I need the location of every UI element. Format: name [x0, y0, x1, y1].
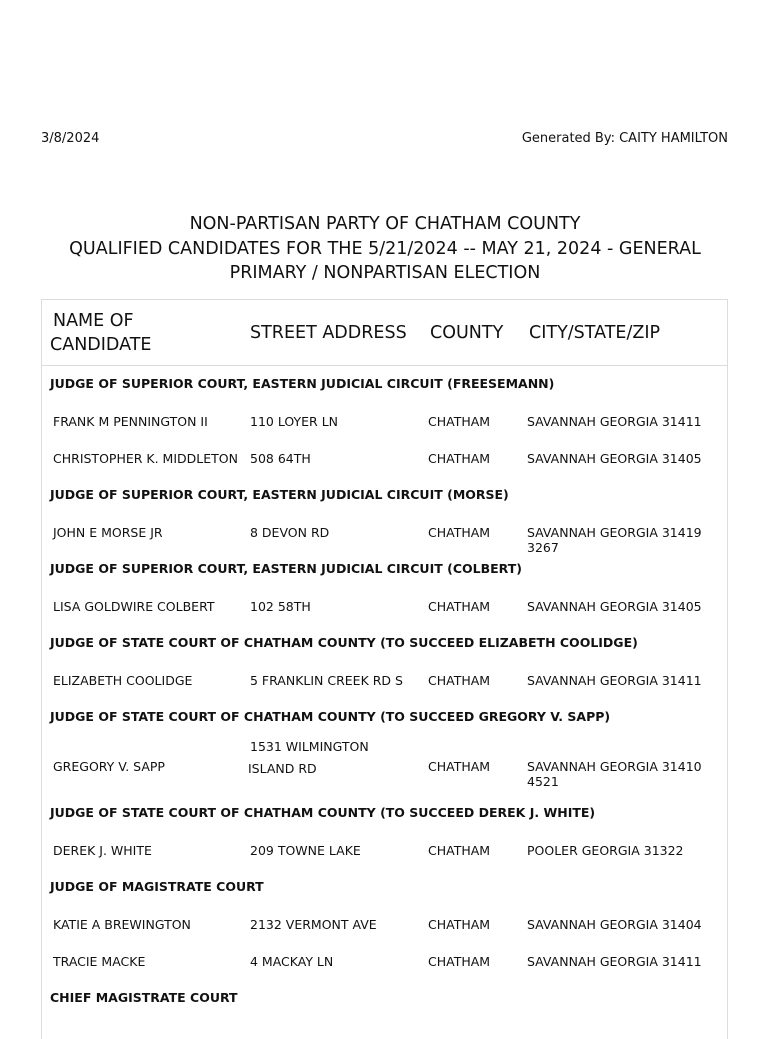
table-header: [42, 300, 727, 366]
section-title: JUDGE OF SUPERIOR COURT, EASTERN JUDICIAL CIRCUIT (COLBERT): [50, 561, 522, 576]
title-line: NON-PARTISAN PARTY OF CHATHAM COUNTY: [189, 214, 581, 234]
candidate-city: SAVANNAH GEORGIA 31404: [527, 917, 702, 932]
candidate-city: SAVANNAH GEORGIA 31411: [527, 954, 702, 969]
candidate-county: CHATHAM: [428, 954, 491, 969]
title-line: QUALIFIED CANDIDATES FOR THE 5/21/2024 -- MAY 21, 2024 - GENERAL: [69, 238, 701, 259]
candidate-name: JOHN E MORSE JR: [53, 525, 163, 540]
section-heading: [42, 795, 727, 832]
candidate-address: 8 DEVON RD: [250, 525, 330, 540]
section-title: JUDGE OF SUPERIOR COURT, EASTERN JUDICIAL CIRCUIT (FREESEMANN): [50, 376, 555, 391]
candidate-county: CHATHAM: [428, 599, 491, 614]
candidate-county: CHATHAM: [428, 759, 491, 774]
candidate-address: 209 TOWNE LAKE: [250, 843, 361, 858]
candidate-name: GREGORY V. SAPP: [53, 759, 165, 774]
candidate-city: SAVANNAH GEORGIA 31419 3267: [527, 525, 702, 555]
column-header-name-line1: NAME OF: [53, 310, 134, 331]
section-heading: [42, 625, 727, 662]
candidate-address: 1531 WILMINGTON ISLAND RD: [248, 739, 369, 776]
candidate-name: DEREK J. WHITE: [53, 843, 152, 858]
candidate-county: CHATHAM: [428, 451, 491, 466]
section-heading: [42, 366, 727, 403]
candidate-address: 102 58TH: [250, 599, 311, 614]
column-header-address: STREET ADDRESS: [250, 322, 407, 343]
section-title: JUDGE OF STATE COURT OF CHATHAM COUNTY (TO SUCCEED ELIZABETH COOLIDGE): [50, 635, 638, 650]
candidate-county: CHATHAM: [428, 414, 491, 429]
table-row: [42, 514, 727, 555]
section-heading: [42, 477, 727, 514]
candidate-address: 110 LOYER LN: [250, 414, 339, 429]
candidate-name: CHRISTOPHER K. MIDDLETON: [53, 451, 238, 466]
candidate-county: CHATHAM: [428, 917, 491, 932]
candidate-address: 5 FRANKLIN CREEK RD S: [250, 673, 403, 688]
section-heading: [42, 699, 727, 736]
candidate-city: POOLER GEORGIA 31322: [527, 843, 684, 858]
section-title: JUDGE OF MAGISTRATE COURT: [50, 879, 264, 894]
candidate-city: SAVANNAH GEORGIA 31411: [527, 414, 702, 429]
candidate-address: 2132 VERMONT AVE: [250, 917, 377, 932]
table-row: [42, 403, 727, 440]
table-row: [42, 906, 727, 943]
generated-by: Generated By: CAITY HAMILTON: [521, 131, 728, 146]
column-header-name-line2: CANDIDATE: [50, 334, 152, 355]
report-date: 3/8/2024: [41, 131, 100, 146]
candidate-name: ELIZABETH COOLIDGE: [53, 673, 193, 688]
section-title: JUDGE OF STATE COURT OF CHATHAM COUNTY (TO SUCCEED DEREK J. WHITE): [50, 805, 596, 820]
section-heading: [42, 869, 727, 906]
candidate-city: SAVANNAH GEORGIA 31405: [527, 451, 702, 466]
table-row: [42, 588, 727, 625]
table-row: [42, 662, 727, 699]
section-title: JUDGE OF SUPERIOR COURT, EASTERN JUDICIAL CIRCUIT (MORSE): [50, 487, 509, 502]
candidate-city: SAVANNAH GEORGIA 31405: [527, 599, 702, 614]
column-header-name: [50, 309, 151, 357]
column-header-city: CITY/STATE/ZIP: [529, 322, 661, 343]
candidates-table: [41, 299, 728, 1039]
candidate-county: CHATHAM: [428, 843, 491, 858]
candidate-address: 4 MACKAY LN: [250, 954, 334, 969]
candidate-county: CHATHAM: [428, 525, 491, 540]
table-row: [42, 832, 727, 869]
section-heading: [42, 551, 727, 588]
table-row: [42, 440, 727, 477]
candidate-address: 508 64TH: [250, 451, 311, 466]
section-title: CHIEF MAGISTRATE COURT: [50, 990, 238, 1005]
candidate-city: SAVANNAH GEORGIA 31411: [527, 673, 702, 688]
column-header-county: COUNTY: [430, 322, 504, 343]
candidate-county: CHATHAM: [428, 673, 491, 688]
table-row: [42, 943, 727, 980]
table-row: [42, 736, 727, 795]
section-heading: [42, 980, 727, 1017]
section-title: JUDGE OF STATE COURT OF CHATHAM COUNTY (TO SUCCEED GREGORY V. SAPP): [50, 709, 611, 724]
candidate-city: SAVANNAH GEORGIA 31410 4521: [527, 759, 702, 789]
candidate-name: TRACIE MACKE: [53, 954, 146, 969]
candidate-name: FRANK M PENNINGTON II: [53, 414, 208, 429]
candidate-name: KATIE A BREWINGTON: [53, 917, 191, 932]
document-title: [40, 212, 730, 286]
title-line: PRIMARY / NONPARTISAN ELECTION: [229, 263, 541, 283]
candidate-name: LISA GOLDWIRE COLBERT: [53, 599, 215, 614]
